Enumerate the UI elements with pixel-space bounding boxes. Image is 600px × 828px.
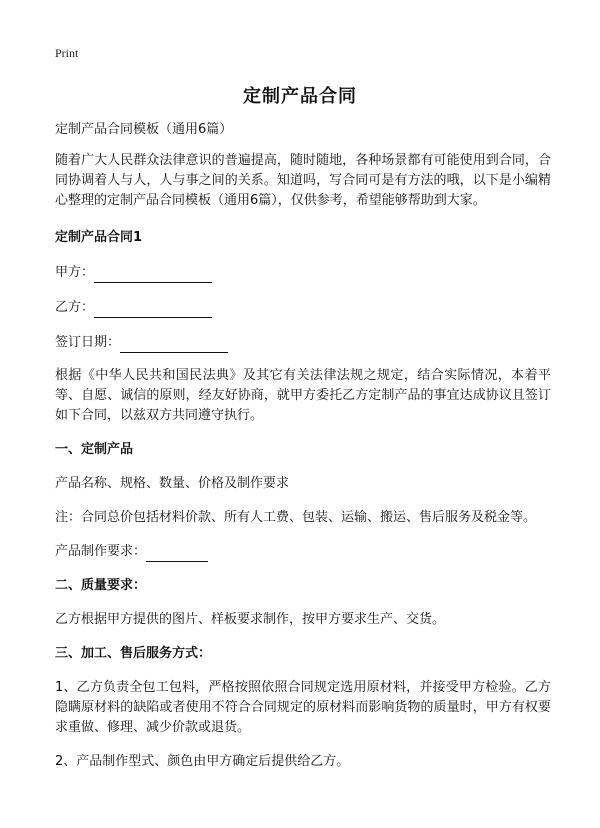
party-a-row bbox=[55, 263, 551, 283]
preamble-paragraph: 根据《中华人民共和国民法典》及其它有关法律法规之规定，结合实际情况，本着平等、自愿、诚信的原则，经友好协商，就甲方委托乙方定制产品的事宜达成协议且签订如下合同，以兹双方共同遵守执行。 bbox=[55, 368, 551, 423]
intro-paragraph: 随着广大人民群众法律意识的普遍提高，随时随地，各种场景都有可能使用到合同，合同协调着人与人，人与事之间的关系。知道吗，写合同可是有方法的哦，以下是小编精心整理的定制产品合同模板（通用6篇），仅供参考，希望能够帮助到大家。 bbox=[55, 153, 551, 208]
section3-heading: 三、加工、售后服务方式： bbox=[55, 646, 212, 661]
party-b-row bbox=[55, 298, 551, 318]
sign-date-blank[interactable] bbox=[120, 337, 228, 353]
production-req-blank[interactable] bbox=[146, 546, 208, 562]
section1-item: 产品名称、规格、数量、价格及制作要求 bbox=[55, 476, 290, 491]
section1-heading: 一、定制产品 bbox=[55, 442, 134, 457]
section3-item1: 1、乙方负责全包工包料，严格按照依照合同规定选用原材料，并接受甲方检验。乙方隐瞒原材料的缺陷或者使用不符合合同规定的原材料而影响货物的质量时，甲方有权要求重做、修理、减少价款或退货。 bbox=[55, 680, 551, 735]
sign-date-label: 签订日期： bbox=[55, 335, 121, 350]
section1-note: 注：合同总价包括材料价款、所有人工费、包装、运输、搬运、售后服务及税金等。 bbox=[55, 510, 537, 525]
document-body bbox=[55, 120, 551, 772]
contract-heading: 定制产品合同1 bbox=[55, 230, 143, 245]
production-req-label: 产品制作要求： bbox=[55, 544, 147, 559]
party-a-blank[interactable] bbox=[94, 267, 212, 283]
document-title: 定制产品合同 bbox=[243, 86, 357, 107]
party-a-label: 甲方： bbox=[55, 265, 95, 280]
sign-date-row bbox=[55, 333, 551, 353]
document-subtitle: 定制产品合同模板（通用6篇） bbox=[55, 122, 233, 137]
section2-text: 乙方根据甲方提供的图片、样板要求制作，按甲方要求生产、交货。 bbox=[55, 612, 446, 627]
party-b-label: 乙方： bbox=[55, 300, 95, 315]
production-req-row bbox=[55, 542, 551, 562]
section3-item2: 2、产品制作型式、颜色由甲方确定后提供给乙方。 bbox=[55, 754, 350, 769]
print-link[interactable]: Print bbox=[55, 46, 79, 60]
party-b-blank[interactable] bbox=[94, 302, 212, 318]
section2-heading: 二、质量要求： bbox=[55, 578, 147, 593]
